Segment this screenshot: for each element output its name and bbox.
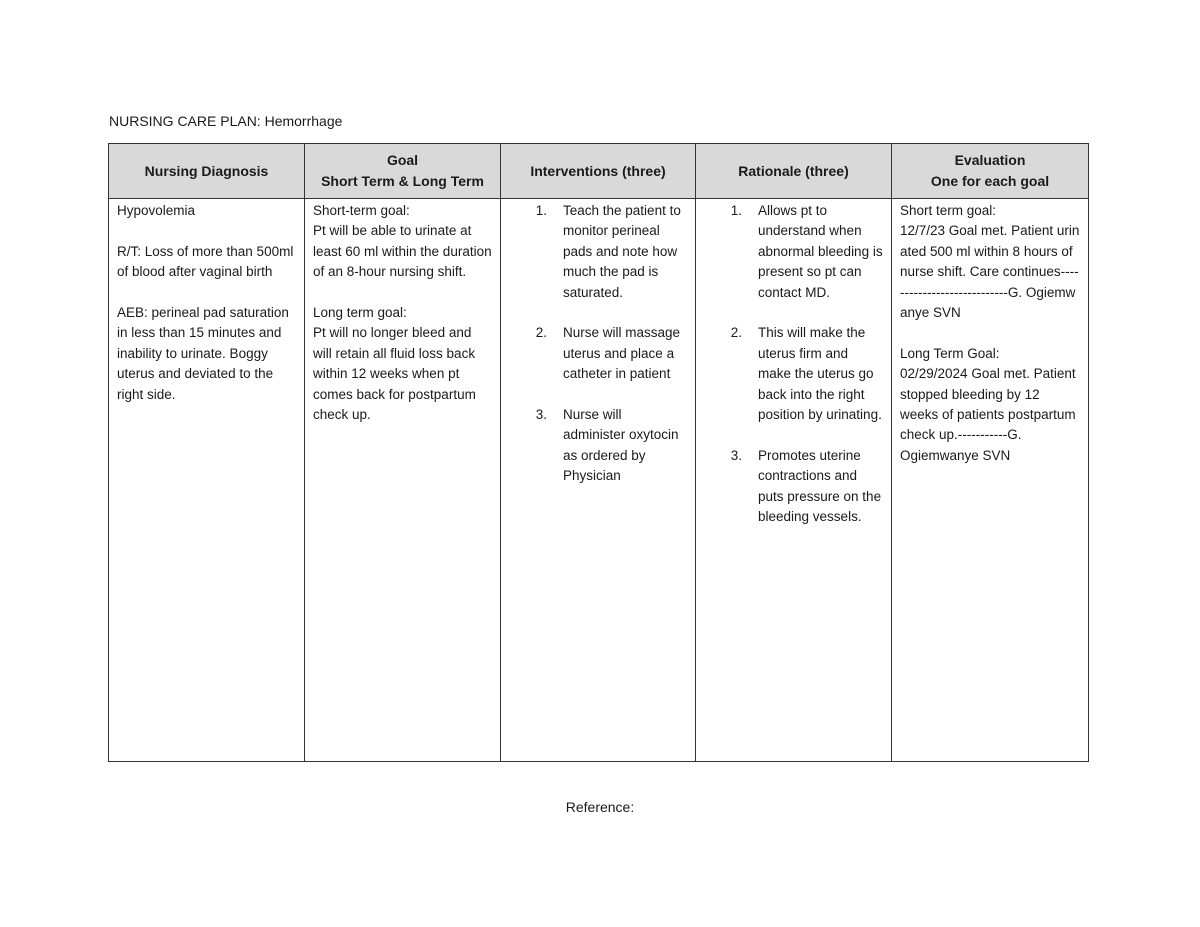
list-number: 1.: [535, 203, 547, 218]
rationale-text: Promotes uterine contractions and puts pressure on the bleeding vessels.: [758, 447, 882, 525]
header-line: One for each goal: [930, 173, 1050, 189]
header-interventions: [501, 144, 696, 199]
list-item: [509, 405, 687, 487]
care-plan-table: [108, 143, 1089, 762]
header-rationale: [696, 144, 892, 199]
reference-label: Reference:: [565, 799, 635, 815]
diagnosis-name: Hypovolemia: [117, 203, 196, 218]
header-line: Evaluation: [954, 152, 1026, 168]
list-number: 3.: [535, 407, 547, 423]
list-item: [509, 201, 687, 303]
diagnosis-related-to: R/T: Loss of more than 500ml of blood after vaginal birth: [117, 243, 298, 280]
long-term-goal-label: Long term goal:: [313, 305, 407, 321]
list-item: [509, 323, 687, 384]
evaluation-short-label: Short term goal:: [900, 203, 997, 218]
rationale-list: [704, 201, 883, 527]
evaluation-long-label: Long Term Goal:: [900, 345, 1000, 361]
evaluation-short-text: 12/7/23 Goal met. Patient urinated 500 ml within 8 hours of nurse shift. Care continues----------------------------G. Ogiemwanye SVN: [900, 223, 1080, 321]
rationale-text: Allows pt to understand when abnormal bleeding is present so pt can contact MD.: [758, 203, 883, 300]
rationale-cell: [696, 199, 892, 762]
long-term-goal-text: Pt will no longer bleed and will retain all fluid loss back within 12 weeks when pt comes back for postpartum check up.: [313, 325, 480, 423]
interventions-list: [509, 201, 687, 487]
table-row: [109, 199, 1089, 762]
evaluation-long-text: 02/29/2024 Goal met. Patient stopped bleeding by 12 weeks of patients postpartum check up.-----------G. Ogiemwanye SVN: [900, 366, 1080, 463]
diagnosis-cell: [109, 199, 305, 762]
rationale-text: This will make the uterus firm and make the uterus go back into the right position by urinating.: [758, 325, 882, 423]
header-goal: [305, 144, 501, 199]
header-evaluation: [892, 144, 1089, 199]
header-line: Rationale (three): [738, 162, 849, 179]
diagnosis-evidence: AEB: perineal pad saturation in less than 15 minutes and inability to urinate. Boggy uterus and deviated to the right side.: [117, 305, 293, 402]
header-line: Nursing Diagnosis: [144, 162, 269, 179]
list-number: 1.: [730, 203, 742, 218]
list-number: 2.: [730, 325, 742, 341]
short-term-goal-label: Short-term goal:: [313, 203, 410, 218]
evaluation-cell: [892, 199, 1089, 762]
list-item: [704, 201, 883, 303]
goal-cell: [305, 199, 501, 762]
interventions-cell: [501, 199, 696, 762]
header-nursing-diagnosis: [109, 144, 305, 199]
intervention-text: Nurse will massage uterus and place a catheter in patient: [563, 325, 681, 382]
header-row: [109, 144, 1089, 199]
intervention-text: Nurse will administer oxytocin as ordered by Physician: [563, 407, 679, 484]
list-item: [704, 446, 883, 528]
header-line: Interventions (three): [530, 162, 666, 179]
intervention-text: Teach the patient to monitor perineal pads and note how much the pad is saturated.: [563, 203, 681, 300]
document-title: NURSING CARE PLAN: Hemorrhage: [109, 113, 343, 129]
list-number: 3.: [730, 447, 742, 463]
header-line: Goal: [386, 152, 419, 168]
short-term-goal-text: Pt will be able to urinate at least 60 ml within the duration of an 8-hour nursing shift.: [313, 223, 496, 280]
header-line: Short Term & Long Term: [321, 173, 484, 189]
list-number: 2.: [535, 325, 547, 341]
list-item: [704, 323, 883, 425]
